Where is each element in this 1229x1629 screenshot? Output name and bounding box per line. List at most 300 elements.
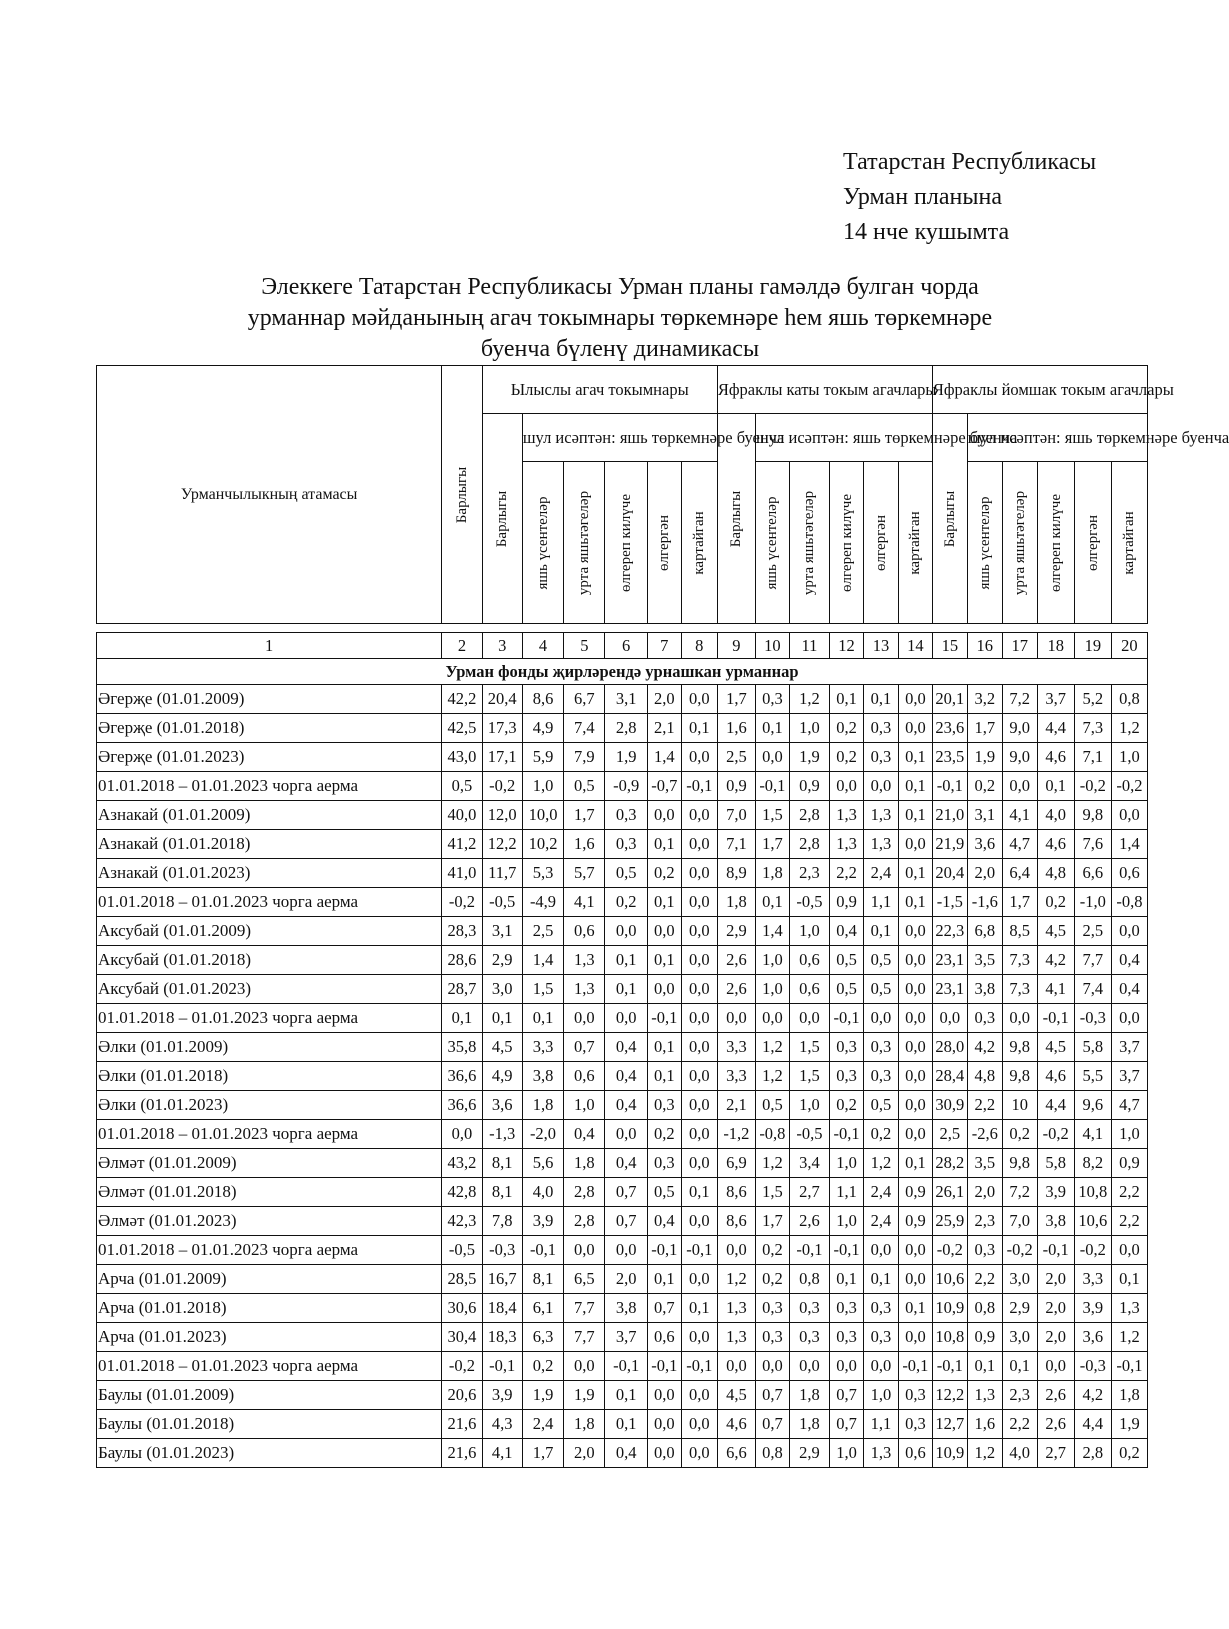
table-cell: 7,3 <box>1002 975 1037 1004</box>
table-cell: -0,1 <box>830 1236 864 1265</box>
table-cell: 1,3 <box>863 801 898 830</box>
table-cell: 0,3 <box>967 1236 1002 1265</box>
table-cell: 3,0 <box>482 975 522 1004</box>
table-cell: 0,8 <box>1111 685 1147 714</box>
table-cell: 1,8 <box>717 888 755 917</box>
table-cell: 36,6 <box>442 1062 482 1091</box>
age-subgroup-header: шул исәптән: яшь төркемнәре буенча <box>755 414 932 462</box>
table-cell: 1,2 <box>755 1062 789 1091</box>
table-cell: 12,2 <box>932 1381 967 1410</box>
age-header: яшь үсентеләр <box>522 462 563 624</box>
column-number: 8 <box>681 633 717 659</box>
table-cell: 0,1 <box>647 830 681 859</box>
table-cell: 0,0 <box>898 685 932 714</box>
table-cell: 0,0 <box>755 1004 789 1033</box>
age-header: яшь үсентеләр <box>755 462 789 624</box>
table-cell: -0,1 <box>932 1352 967 1381</box>
table-cell: 0,0 <box>1002 1004 1037 1033</box>
table-cell: 0,0 <box>898 1004 932 1033</box>
table-cell: 0,4 <box>605 1149 647 1178</box>
table-cell: 1,0 <box>789 1091 829 1120</box>
table-cell: 16,7 <box>482 1265 522 1294</box>
table-cell: 3,7 <box>1111 1062 1147 1091</box>
table-cell: 7,7 <box>564 1294 605 1323</box>
table-cell: 11,7 <box>482 859 522 888</box>
table-cell: 42,3 <box>442 1207 482 1236</box>
table-cell: 1,2 <box>717 1265 755 1294</box>
table-cell: 0,6 <box>789 975 829 1004</box>
table-cell: 6,6 <box>1074 859 1111 888</box>
table-cell: 0,0 <box>681 1033 717 1062</box>
table-cell: 3,3 <box>717 1033 755 1062</box>
addressee-line: Татарстан Республикасы <box>843 149 1097 175</box>
table-cell: 23,1 <box>932 975 967 1004</box>
table-cell: 0,1 <box>898 743 932 772</box>
table-cell: 4,7 <box>1002 830 1037 859</box>
table-row <box>97 1236 1148 1265</box>
table-cell: 4,0 <box>1002 1439 1037 1468</box>
table-cell: 0,0 <box>647 1381 681 1410</box>
table-row <box>97 1352 1148 1381</box>
table-cell: 0,9 <box>1111 1149 1147 1178</box>
table-cell: 8,1 <box>482 1149 522 1178</box>
table-cell: 0,3 <box>755 1323 789 1352</box>
addressee-line: Урман планына <box>843 184 1002 210</box>
table-cell: 28,7 <box>442 975 482 1004</box>
table-cell: 6,6 <box>717 1439 755 1468</box>
table-cell: 20,1 <box>932 685 967 714</box>
table-cell: 1,8 <box>789 1381 829 1410</box>
table-cell: 4,5 <box>1037 917 1074 946</box>
table-cell: 2,5 <box>717 743 755 772</box>
table-cell: 10,6 <box>1074 1207 1111 1236</box>
table-cell: 2,3 <box>967 1207 1002 1236</box>
age-header: яшь үсентеләр <box>967 462 1002 624</box>
table-cell: 0,1 <box>755 888 789 917</box>
table-cell: 9,8 <box>1002 1062 1037 1091</box>
table-cell: 0,0 <box>717 1236 755 1265</box>
table-cell: 0,6 <box>647 1323 681 1352</box>
table-cell: 3,1 <box>967 801 1002 830</box>
age-header: өлгереп килүче <box>830 462 864 624</box>
table-cell: 0,1 <box>647 1033 681 1062</box>
column-number: 10 <box>755 633 789 659</box>
table-cell: 1,0 <box>564 1091 605 1120</box>
table-cell: 1,3 <box>863 1439 898 1468</box>
row-label: Азнакай (01.01.2023) <box>97 859 442 888</box>
table-cell: 0,1 <box>967 1352 1002 1381</box>
table-cell: -0,3 <box>482 1236 522 1265</box>
table-cell: 0,0 <box>681 1004 717 1033</box>
table-cell: 0,2 <box>522 1352 563 1381</box>
table-cell: 3,8 <box>967 975 1002 1004</box>
table-cell: 5,2 <box>1074 685 1111 714</box>
table-cell: 3,3 <box>522 1033 563 1062</box>
table-cell: 1,0 <box>522 772 563 801</box>
table-cell: 0,4 <box>605 1091 647 1120</box>
table-cell: 23,1 <box>932 946 967 975</box>
table-cell: 1,7 <box>755 830 789 859</box>
table-cell: -0,7 <box>647 772 681 801</box>
table-cell: 40,0 <box>442 801 482 830</box>
table-row <box>97 917 1148 946</box>
table-cell: -0,9 <box>605 772 647 801</box>
row-label: 01.01.2018 – 01.01.2023 чорга аерма <box>97 772 442 801</box>
table-cell: 8,5 <box>1002 917 1037 946</box>
table-cell: 7,9 <box>564 743 605 772</box>
table-cell: 4,8 <box>1037 859 1074 888</box>
table-cell: 26,1 <box>932 1178 967 1207</box>
table-cell: 0,1 <box>605 1381 647 1410</box>
table-cell: 0,1 <box>898 801 932 830</box>
table-cell: 7,2 <box>1002 685 1037 714</box>
column-number: 11 <box>789 633 829 659</box>
table-cell: 43,0 <box>442 743 482 772</box>
table-cell: 5,8 <box>1037 1149 1074 1178</box>
group-header-softwood: Яфраклы йомшак токым агачлары <box>932 366 1147 414</box>
table-cell: 41,2 <box>442 830 482 859</box>
table-cell: 0,5 <box>647 1178 681 1207</box>
table-cell: 0,1 <box>482 1004 522 1033</box>
table-cell: 3,7 <box>605 1323 647 1352</box>
table-cell: 0,0 <box>898 714 932 743</box>
table-cell: 2,0 <box>647 685 681 714</box>
table-cell: 0,5 <box>564 772 605 801</box>
table-cell: 0,3 <box>830 1033 864 1062</box>
table-cell: 0,0 <box>681 946 717 975</box>
table-cell: 2,8 <box>564 1207 605 1236</box>
table-cell: 1,0 <box>830 1149 864 1178</box>
table-cell: 18,3 <box>482 1323 522 1352</box>
column-number: 16 <box>967 633 1002 659</box>
table-cell: 0,0 <box>681 1120 717 1149</box>
table-cell: -0,1 <box>681 772 717 801</box>
row-label: Баулы (01.01.2009) <box>97 1381 442 1410</box>
table-cell: 6,8 <box>967 917 1002 946</box>
table-cell: 0,0 <box>863 1236 898 1265</box>
row-label: 01.01.2018 – 01.01.2023 чорга аерма <box>97 1352 442 1381</box>
table-cell: 5,6 <box>522 1149 563 1178</box>
table-cell: 1,4 <box>647 743 681 772</box>
table-row <box>97 1207 1148 1236</box>
table-cell: 3,8 <box>605 1294 647 1323</box>
column-number: 7 <box>647 633 681 659</box>
table-cell: 3,3 <box>717 1062 755 1091</box>
table-cell: 0,6 <box>564 917 605 946</box>
table-cell: -0,2 <box>1074 772 1111 801</box>
table-cell: 1,8 <box>755 859 789 888</box>
table-cell: 1,3 <box>967 1381 1002 1410</box>
table-cell: 12,0 <box>482 801 522 830</box>
column-number: 13 <box>863 633 898 659</box>
table-cell: 0,3 <box>863 1062 898 1091</box>
addressee-block <box>843 145 1096 250</box>
table-cell: -1,0 <box>1074 888 1111 917</box>
table-cell: 0,4 <box>830 917 864 946</box>
table-cell: 1,3 <box>830 830 864 859</box>
row-label: Арча (01.01.2009) <box>97 1265 442 1294</box>
table-cell: 2,9 <box>1002 1294 1037 1323</box>
table-cell: 3,6 <box>482 1091 522 1120</box>
table-cell: 0,1 <box>681 1178 717 1207</box>
table-row <box>97 946 1148 975</box>
table-cell: 2,3 <box>789 859 829 888</box>
table-cell: 0,4 <box>605 1033 647 1062</box>
table-cell: 36,6 <box>442 1091 482 1120</box>
column-number: 3 <box>482 633 522 659</box>
table-cell: 0,7 <box>830 1410 864 1439</box>
table-row <box>97 888 1148 917</box>
table-row <box>97 1294 1148 1323</box>
age-header: өлгереп килүче <box>1037 462 1074 624</box>
table-cell: 0,0 <box>898 830 932 859</box>
table-cell: 17,3 <box>482 714 522 743</box>
table-cell: 0,1 <box>647 1265 681 1294</box>
document-title <box>95 272 1145 365</box>
table-cell: 1,8 <box>564 1410 605 1439</box>
table-cell: 0,0 <box>647 1410 681 1439</box>
table-cell: 0,5 <box>605 859 647 888</box>
table-cell: 1,5 <box>789 1062 829 1091</box>
table-cell: 0,3 <box>830 1294 864 1323</box>
table-cell: 1,9 <box>564 1381 605 1410</box>
table-cell: 0,8 <box>755 1439 789 1468</box>
table-cell: 3,1 <box>605 685 647 714</box>
table-cell: 1,2 <box>863 1149 898 1178</box>
table-row <box>97 830 1148 859</box>
table-cell: -1,2 <box>717 1120 755 1149</box>
table-cell: 0,9 <box>898 1178 932 1207</box>
table-cell: 2,9 <box>482 946 522 975</box>
table-cell: 2,8 <box>789 830 829 859</box>
section-title: Урман фонды җирләрендә урнашкан урманнар <box>97 659 1148 685</box>
column-number: 15 <box>932 633 967 659</box>
table-cell: 4,9 <box>522 714 563 743</box>
table-cell: 0,0 <box>863 1352 898 1381</box>
table-cell: 0,2 <box>830 1091 864 1120</box>
table-cell: 2,5 <box>522 917 563 946</box>
table-cell: 2,0 <box>605 1265 647 1294</box>
table-cell: 0,0 <box>863 772 898 801</box>
table-cell: 0,1 <box>681 714 717 743</box>
table-cell: 12,7 <box>932 1410 967 1439</box>
table-cell: 5,7 <box>564 859 605 888</box>
age-header: урта яшьтәгеләр <box>564 462 605 624</box>
table-cell: 1,0 <box>863 1381 898 1410</box>
table-cell: 0,0 <box>564 1352 605 1381</box>
table-cell: -0,2 <box>932 1236 967 1265</box>
table-cell: 1,0 <box>755 975 789 1004</box>
title-line: урманнар мәйданының агач токымнары төркемнәре һем яшь төркемнәре <box>247 305 993 331</box>
table-cell: 1,0 <box>1111 743 1147 772</box>
table-cell: 4,6 <box>1037 743 1074 772</box>
table-cell: 7,8 <box>482 1207 522 1236</box>
table-cell: 4,4 <box>1037 1091 1074 1120</box>
table-cell: -0,1 <box>1037 1236 1074 1265</box>
table-cell: 0,0 <box>1111 917 1147 946</box>
table-cell: 0,0 <box>830 772 864 801</box>
table-cell: 10,8 <box>1074 1178 1111 1207</box>
table-cell: 6,3 <box>522 1323 563 1352</box>
table-cell: 0,6 <box>564 1062 605 1091</box>
table-row <box>97 1004 1148 1033</box>
table-cell: 7,2 <box>1002 1178 1037 1207</box>
table-cell: 1,8 <box>789 1410 829 1439</box>
table-cell: -0,1 <box>681 1352 717 1381</box>
table-cell: 0,2 <box>755 1236 789 1265</box>
table-cell: 0,4 <box>1111 975 1147 1004</box>
table-cell: -0,1 <box>789 1236 829 1265</box>
table-cell: 0,0 <box>647 975 681 1004</box>
table-cell: 2,0 <box>967 859 1002 888</box>
table-cell: 42,2 <box>442 685 482 714</box>
column-number: 2 <box>442 633 482 659</box>
table-cell: 0,3 <box>898 1381 932 1410</box>
table-cell: 8,6 <box>522 685 563 714</box>
age-header: картайган <box>898 462 932 624</box>
table-cell: 0,0 <box>681 917 717 946</box>
table-cell: 2,4 <box>863 859 898 888</box>
table-cell: 0,5 <box>863 975 898 1004</box>
table-cell: 2,0 <box>967 1178 1002 1207</box>
table-cell: 0,0 <box>681 1091 717 1120</box>
table-cell: 1,3 <box>863 830 898 859</box>
table-cell: 0,2 <box>1002 1120 1037 1149</box>
table-cell: 1,9 <box>1111 1410 1147 1439</box>
table-cell: 0,0 <box>647 801 681 830</box>
table-cell: -0,1 <box>681 1236 717 1265</box>
table-cell: 20,4 <box>932 859 967 888</box>
table-cell: 0,0 <box>681 830 717 859</box>
table-cell: 0,0 <box>681 801 717 830</box>
table-cell: 1,1 <box>863 888 898 917</box>
table-cell: 18,4 <box>482 1294 522 1323</box>
table-cell: 0,9 <box>830 888 864 917</box>
table-cell: 10,9 <box>932 1294 967 1323</box>
table-cell: -0,1 <box>932 772 967 801</box>
table-cell: 0,4 <box>605 1062 647 1091</box>
table-row <box>97 1120 1148 1149</box>
table-cell: 10,2 <box>522 830 563 859</box>
age-header: урта яшьтәгеләр <box>789 462 829 624</box>
table-cell: 3,1 <box>482 917 522 946</box>
table-cell: 8,2 <box>1074 1149 1111 1178</box>
table-cell: 28,2 <box>932 1149 967 1178</box>
table-cell: 0,3 <box>863 1033 898 1062</box>
table-cell: 23,6 <box>932 714 967 743</box>
table-cell: 3,3 <box>1074 1265 1111 1294</box>
row-label: Аксубай (01.01.2023) <box>97 975 442 1004</box>
table-cell: 0,0 <box>898 1091 932 1120</box>
table-cell: -0,5 <box>482 888 522 917</box>
table-cell: 4,5 <box>482 1033 522 1062</box>
table-cell: 0,0 <box>717 1004 755 1033</box>
table-cell: 7,0 <box>717 801 755 830</box>
table-cell: -0,1 <box>647 1004 681 1033</box>
table-cell: 1,0 <box>830 1207 864 1236</box>
table-cell: 3,6 <box>1074 1323 1111 1352</box>
table-cell: -4,9 <box>522 888 563 917</box>
table-cell: 2,6 <box>1037 1381 1074 1410</box>
table-cell: 7,1 <box>1074 743 1111 772</box>
table-cell: -0,1 <box>830 1120 864 1149</box>
title-line: Элеккеге Татарстан Республикасы Урман планы гамәлдә булган чорда <box>261 274 979 300</box>
table-cell: 0,0 <box>1111 1004 1147 1033</box>
table-cell: 0,1 <box>863 1265 898 1294</box>
table-cell: 1,9 <box>967 743 1002 772</box>
table-row <box>97 1410 1148 1439</box>
column-number: 17 <box>1002 633 1037 659</box>
table-cell: 22,3 <box>932 917 967 946</box>
table-cell: 10,9 <box>932 1439 967 1468</box>
table-cell: 0,0 <box>442 1120 482 1149</box>
table-cell: 5,9 <box>522 743 563 772</box>
table-cell: 2,0 <box>1037 1265 1074 1294</box>
table-cell: 2,6 <box>717 946 755 975</box>
table-cell: 2,2 <box>967 1091 1002 1120</box>
table-cell: 0,0 <box>789 1004 829 1033</box>
table-cell: 1,7 <box>967 714 1002 743</box>
table-cell: 0,0 <box>647 1439 681 1468</box>
table-cell: 0,0 <box>681 1439 717 1468</box>
table-cell: 0,0 <box>681 1381 717 1410</box>
table-cell: 1,5 <box>755 801 789 830</box>
table-cell: 0,3 <box>647 1091 681 1120</box>
table-cell: 2,6 <box>1037 1410 1074 1439</box>
table-cell: 3,7 <box>1037 685 1074 714</box>
row-label: Әлмәт (01.01.2018) <box>97 1178 442 1207</box>
table-cell: 1,6 <box>967 1410 1002 1439</box>
column-number: 9 <box>717 633 755 659</box>
table-cell: -0,1 <box>647 1236 681 1265</box>
table-cell: 42,8 <box>442 1178 482 1207</box>
table-cell: 2,2 <box>1111 1178 1147 1207</box>
table-cell: 0,5 <box>863 1091 898 1120</box>
table-cell: 0,3 <box>755 1294 789 1323</box>
table-cell: 0,0 <box>932 1004 967 1033</box>
table-row <box>97 1033 1148 1062</box>
table-cell: 1,6 <box>564 830 605 859</box>
table-cell: 20,4 <box>482 685 522 714</box>
table-cell: 0,0 <box>755 1352 789 1381</box>
table-row <box>97 743 1148 772</box>
table-cell: 2,4 <box>863 1207 898 1236</box>
table-cell: 1,5 <box>789 1033 829 1062</box>
table-cell: 1,5 <box>522 975 563 1004</box>
table-cell: 0,0 <box>1002 772 1037 801</box>
row-label: Әлмәт (01.01.2009) <box>97 1149 442 1178</box>
table-cell: -0,1 <box>1037 1004 1074 1033</box>
table-row <box>97 1178 1148 1207</box>
table-cell: 7,1 <box>717 830 755 859</box>
table-cell: 0,3 <box>863 743 898 772</box>
row-label: Аксубай (01.01.2018) <box>97 946 442 975</box>
table-cell: 0,2 <box>1037 888 1074 917</box>
table-cell: 4,1 <box>1074 1120 1111 1149</box>
table-cell: 2,2 <box>1111 1207 1147 1236</box>
table-cell: 17,1 <box>482 743 522 772</box>
table-cell: 0,7 <box>647 1294 681 1323</box>
table-cell: 0,3 <box>605 830 647 859</box>
table-cell: 0,0 <box>898 1265 932 1294</box>
table-cell: 0,0 <box>898 946 932 975</box>
table-cell: 10,8 <box>932 1323 967 1352</box>
row-label: Арча (01.01.2018) <box>97 1294 442 1323</box>
table-cell: 1,3 <box>717 1294 755 1323</box>
table-row <box>97 1091 1148 1120</box>
age-header: өлгергән <box>1074 462 1111 624</box>
table-row <box>97 1062 1148 1091</box>
